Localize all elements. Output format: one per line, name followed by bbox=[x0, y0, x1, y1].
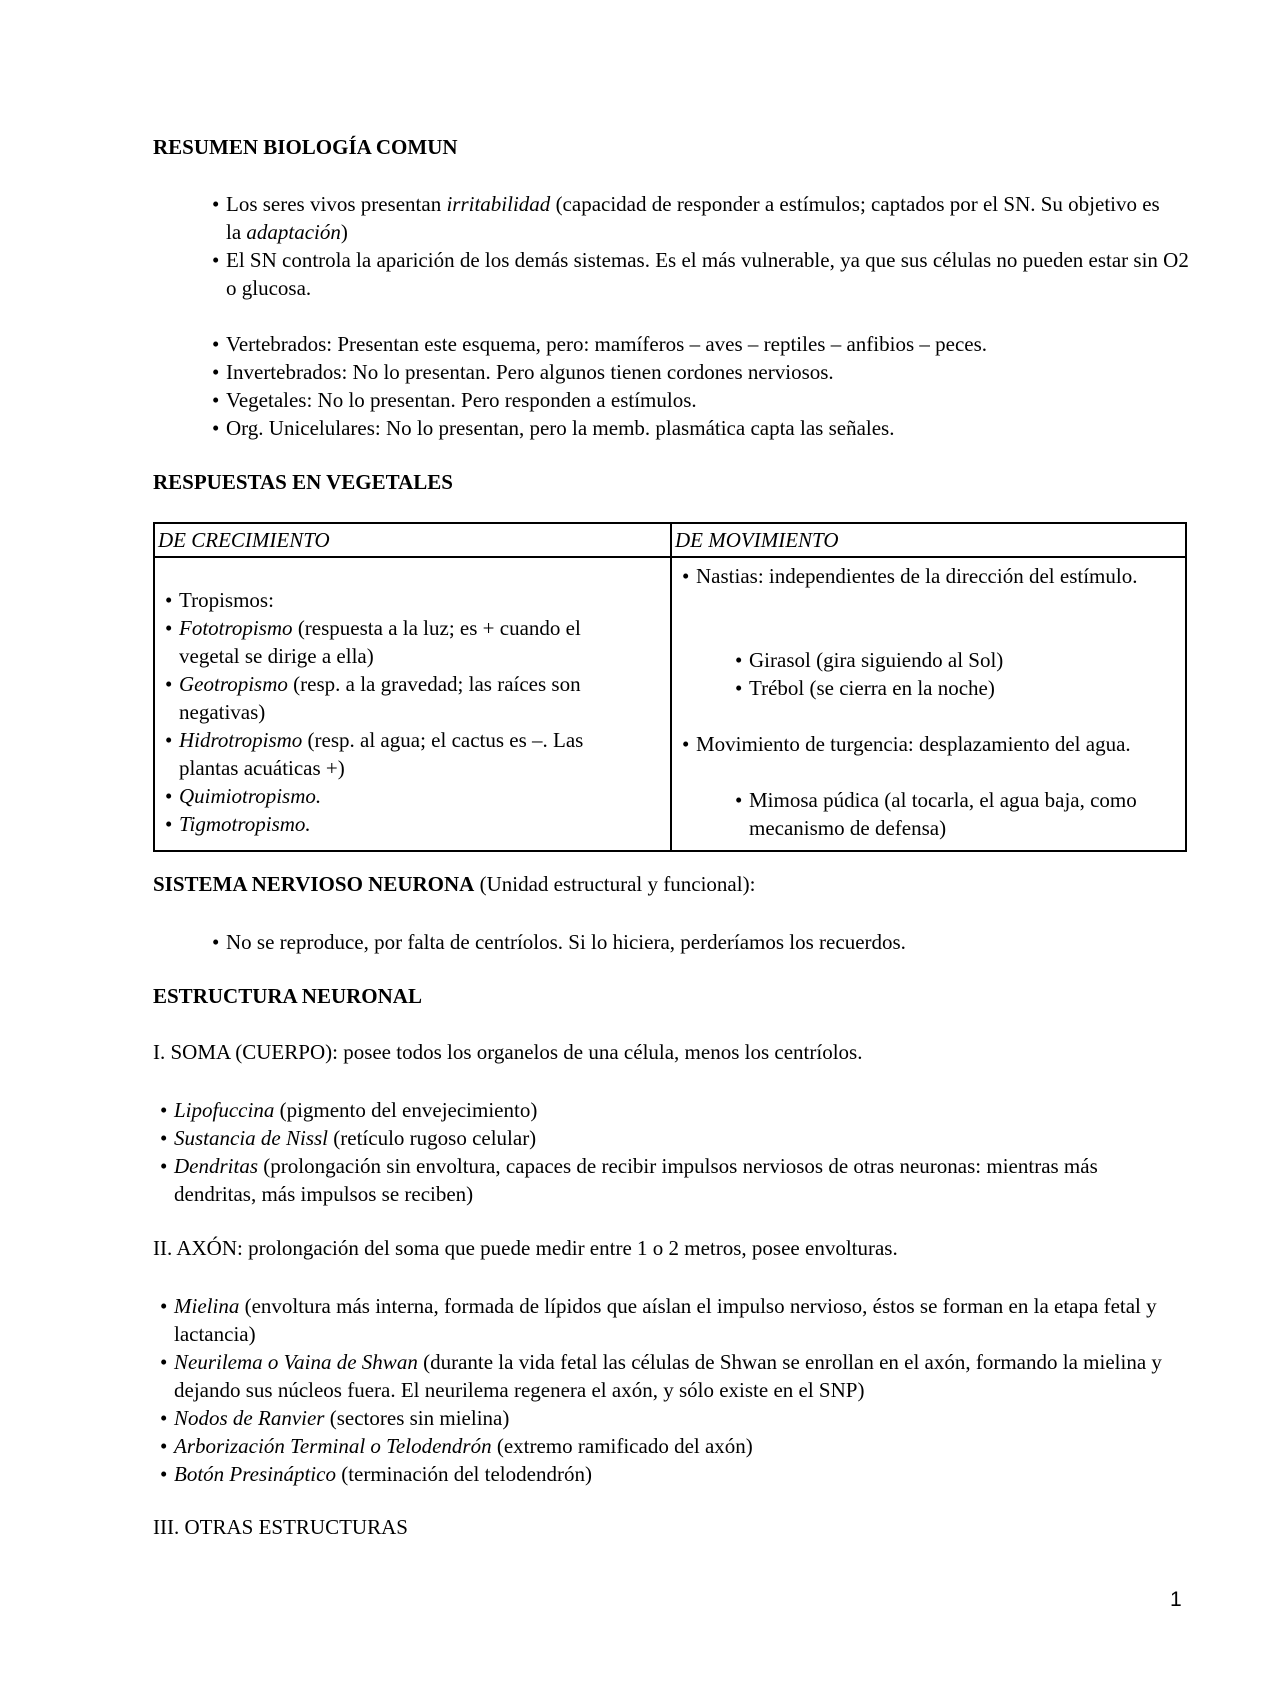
bullet-icon: • bbox=[212, 930, 220, 954]
cell-movimiento bbox=[671, 557, 1186, 851]
list-item: • Mimosa púdica (al tocarla, el agua baja, como mecanismo de defensa) bbox=[735, 788, 1137, 840]
list-item: • Invertebrados: No lo presentan. Pero algunos tienen cordones nerviosos. bbox=[212, 360, 834, 384]
bullet-icon: • bbox=[735, 788, 743, 812]
bullet-icon: • bbox=[682, 564, 690, 588]
section-heading-neurona: SISTEMA NERVIOSO NEURONA (Unidad estructural y funcional): bbox=[153, 872, 756, 896]
bullet-icon: • bbox=[160, 1350, 168, 1374]
list-item: • Mielina (envoltura más interna, formada de lípidos que aíslan el impulso nervioso, éstos se forman en la etapa fetal y lactancia) bbox=[160, 1294, 1157, 1346]
bullet-icon: • bbox=[212, 388, 220, 412]
list-item: • Nodos de Ranvier (sectores sin mielina) bbox=[160, 1406, 510, 1430]
bullet-icon: • bbox=[165, 812, 173, 836]
list-item: • Vegetales: No lo presentan. Pero responden a estímulos. bbox=[212, 388, 697, 412]
list-item: • Trébol (se cierra en la noche) bbox=[735, 676, 995, 700]
list-item: • Dendritas (prolongación sin envoltura, capaces de recibir impulsos nerviosos de otras neuronas: mientras más dendritas, más impulsos se reciben) bbox=[160, 1154, 1098, 1206]
list-item: • Movimiento de turgencia: desplazamiento del agua. bbox=[682, 732, 1131, 756]
list-item: • Lipofuccina (pigmento del envejecimiento) bbox=[160, 1098, 538, 1122]
list-item: • Neurilema o Vaina de Shwan (durante la vida fetal las células de Shwan se enrollan en el axón, formando la mielina y dejando sus núcleos fuera. El neurilema regenera el axón, y sólo existe en el SNP) bbox=[160, 1350, 1162, 1402]
others-heading: III. OTRAS ESTRUCTURAS bbox=[153, 1515, 408, 1539]
bullet-icon: • bbox=[212, 360, 220, 384]
column-header-crecimiento: DE CRECIMIENTO bbox=[154, 523, 671, 557]
bullet-icon: • bbox=[160, 1294, 168, 1318]
column-header-movimiento: DE MOVIMIENTO bbox=[671, 523, 1186, 557]
list-item: • El SN controla la aparición de los demás sistemas. Es el más vulnerable, ya que sus células no pueden estar sin O2 o glucosa. bbox=[212, 248, 1189, 300]
bullet-icon: • bbox=[165, 588, 173, 612]
axon-heading: II. AXÓN: prolongación del soma que puede medir entre 1 o 2 metros, posee envolturas. bbox=[153, 1236, 898, 1260]
bullet-icon: • bbox=[212, 192, 220, 216]
list-item: • Botón Presináptico (terminación del telodendrón) bbox=[160, 1462, 592, 1486]
bullet-icon: • bbox=[212, 248, 220, 272]
list-item: • Hidrotropismo (resp. al agua; el cactus es –. Las plantas acuáticas +) bbox=[165, 728, 584, 780]
list-item: • Tropismos: bbox=[165, 588, 274, 612]
list-item: • Quimiotropismo. bbox=[165, 784, 322, 808]
list-item: • Org. Unicelulares: No lo presentan, pero la memb. plasmática capta las señales. bbox=[212, 416, 895, 440]
section-heading-estructura: ESTRUCTURA NEURONAL bbox=[153, 984, 422, 1008]
bullet-icon: • bbox=[160, 1154, 168, 1178]
bullet-icon: • bbox=[735, 676, 743, 700]
list-item: • Girasol (gira siguiendo al Sol) bbox=[735, 648, 1004, 672]
page-title: RESUMEN BIOLOGÍA COMUN bbox=[153, 135, 458, 159]
list-item: • Sustancia de Nissl (retículo rugoso celular) bbox=[160, 1126, 537, 1150]
bullet-icon: • bbox=[212, 416, 220, 440]
list-item: • Los seres vivos presentan irritabilidad (capacidad de responder a estímulos; captados por el SN. Su objetivo es la adaptación) bbox=[212, 192, 1160, 244]
bullet-icon: • bbox=[165, 784, 173, 808]
bullet-icon: • bbox=[165, 672, 173, 696]
responses-table bbox=[153, 522, 1187, 852]
bullet-icon: • bbox=[160, 1462, 168, 1486]
section-heading-vegetales: RESPUESTAS EN VEGETALES bbox=[153, 470, 453, 494]
cell-crecimiento bbox=[154, 557, 671, 851]
bullet-icon: • bbox=[212, 332, 220, 356]
bullet-icon: • bbox=[160, 1098, 168, 1122]
list-item: • Arborización Terminal o Telodendrón (extremo ramificado del axón) bbox=[160, 1434, 753, 1458]
list-item: • Fototropismo (respuesta a la luz; es + cuando el vegetal se dirige a ella) bbox=[165, 616, 581, 668]
bullet-icon: • bbox=[160, 1434, 168, 1458]
page-number: 1 bbox=[1170, 1588, 1182, 1611]
bullet-icon: • bbox=[682, 732, 690, 756]
list-item: • Nastias: independientes de la dirección del estímulo. bbox=[682, 564, 1138, 588]
bullet-icon: • bbox=[735, 648, 743, 672]
list-item: • Vertebrados: Presentan este esquema, pero: mamíferos – aves – reptiles – anfibios – peces. bbox=[212, 332, 988, 356]
list-item: • Tigmotropismo. bbox=[165, 812, 311, 836]
soma-heading: I. SOMA (CUERPO): posee todos los organelos de una célula, menos los centríolos. bbox=[153, 1040, 863, 1064]
bullet-icon: • bbox=[160, 1126, 168, 1150]
bullet-icon: • bbox=[165, 616, 173, 640]
list-item: • Geotropismo (resp. a la gravedad; las raíces son negativas) bbox=[165, 672, 581, 724]
list-item: • No se reproduce, por falta de centríolos. Si lo hiciera, perderíamos los recuerdos. bbox=[212, 930, 906, 954]
bullet-icon: • bbox=[160, 1406, 168, 1430]
bullet-icon: • bbox=[165, 728, 173, 752]
